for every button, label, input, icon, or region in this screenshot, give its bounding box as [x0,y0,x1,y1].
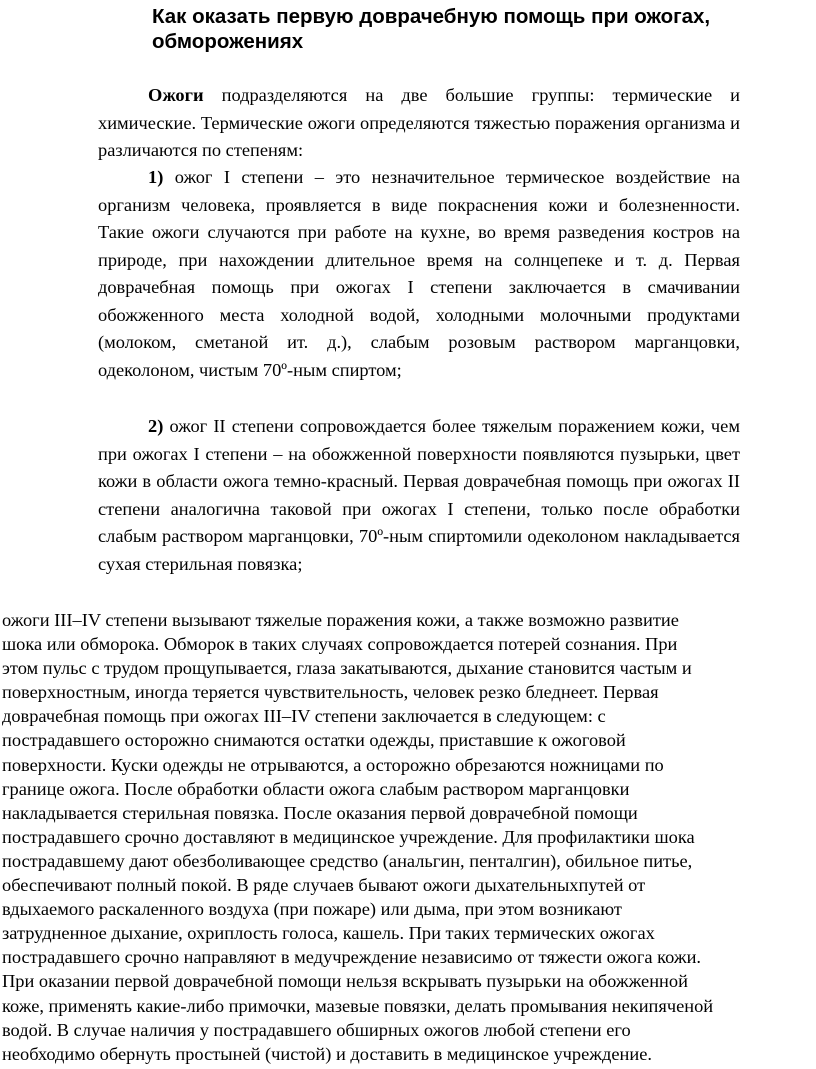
text-line: шока или обморока. Обморок в таких случаях сопровождается потерей сознания. При [2,634,678,655]
text-line: пострадавшему дают обезболивающее средство (анальгин, пенталгин), обильное питье, [2,850,693,871]
intro-paragraph [98,82,740,165]
text-line: водой. В случае наличия у пострадавшего обширных ожогов любой степени его [2,1019,631,1040]
text-line: При оказании первой доврачебной помощи нельзя вскрывать пузырьки на обожженной [2,971,688,992]
degree-2-text: ожог II степени сопровождается более тяжелым поражением кожи, чем при ожогах I степени – на обожженной поверхности появляются пузырьки, цвет кожи в области ожога темно-красный. Первая доврачебная помощь при ожогах II степени аналогична таковой при ожогах I степени, только после обработки слабым раствором марганцовки, 70º-ным спиртомили одеколоном накладывается сухая стерильная повязка; [98,416,740,574]
text-line: пострадавшего срочно направляют в медучреждение независимо от тяжести ожога кожи. [2,947,702,968]
text-line: пострадавшего срочно доставляют в медицинское учреждение. Для профилактики шока [2,826,695,847]
text-line: необходимо обернуть простыней (чистой) и доставить в медицинское учреждение. [2,1043,652,1064]
text-line: обеспечивают полный покой. В ряде случаев бывают ожоги дыхательныхпутей от [2,875,646,896]
text-line: вдыхаемого раскаленного воздуха (при пожаре) или дыма, при этом возникают [2,899,622,920]
text-line: этом пульс с трудом прощупывается, глаза закатываются, дыхание становится частым и [2,658,692,679]
degree-1-paragraph [98,164,740,384]
text-line: коже, применять какие-либо примочки, мазевые повязки, делать промывания некипяченой [2,995,714,1016]
text-line: пострадавшего осторожно снимаются остатки одежды, приставшие к ожоговой [2,730,626,751]
text-line: поверхностным, иногда теряется чувствительность, человек резко бледнеет. Первая [2,682,659,703]
page-title: Как оказать первую доврачебную помощь при ожогах, обморожениях [152,5,711,53]
burns-term: Ожоги [148,85,204,105]
text-line: затрудненное дыхание, охриплость голоса, кашель. При таких термических ожогах [2,923,655,944]
degree-3-4-paragraph [2,608,804,1066]
text-line: ожоги III–IV степени вызывают тяжелые поражения кожи, а также возможно развитие [2,610,679,630]
text-line: доврачебная помощь при ожогах III–IV степени заключается в следующем: с [2,706,606,727]
intro-text: подразделяются на две большие группы: термические и химические. Термические ожоги определяются тяжестью поражения организма и различаются по степеням: [98,85,740,160]
degree-2-paragraph [98,413,740,578]
text-line: границе ожога. После обработки области ожога слабым раствором марганцовки [2,778,630,799]
text-line: накладывается стерильная повязка. После оказания первой доврачебной помощи [2,802,638,823]
degree-1-text: ожог I степени – это незначительное термическое воздействие на организм человека, проявляется в виде покраснения кожи и болезненности. Такие ожоги случаются при работе на кухне, во время разведения костров на природе, при нахождении длительное время на солнцепеке и т. д. Первая доврачебная помощь при ожогах I степени заключается в смачивании обожженного места холодной водой, холодными молочными продуктами (молоком, сметаной ит. д.), слабым розовым раствором марганцовки, одеколоном, чистым 70º-ным спиртом; [98,167,740,380]
degree-1-marker: 1) [148,167,164,187]
degree-2-marker: 2) [148,416,164,436]
text-line: поверхности. Куски одежды не отрываются, а осторожно обрезаются ножницами по [2,754,664,775]
